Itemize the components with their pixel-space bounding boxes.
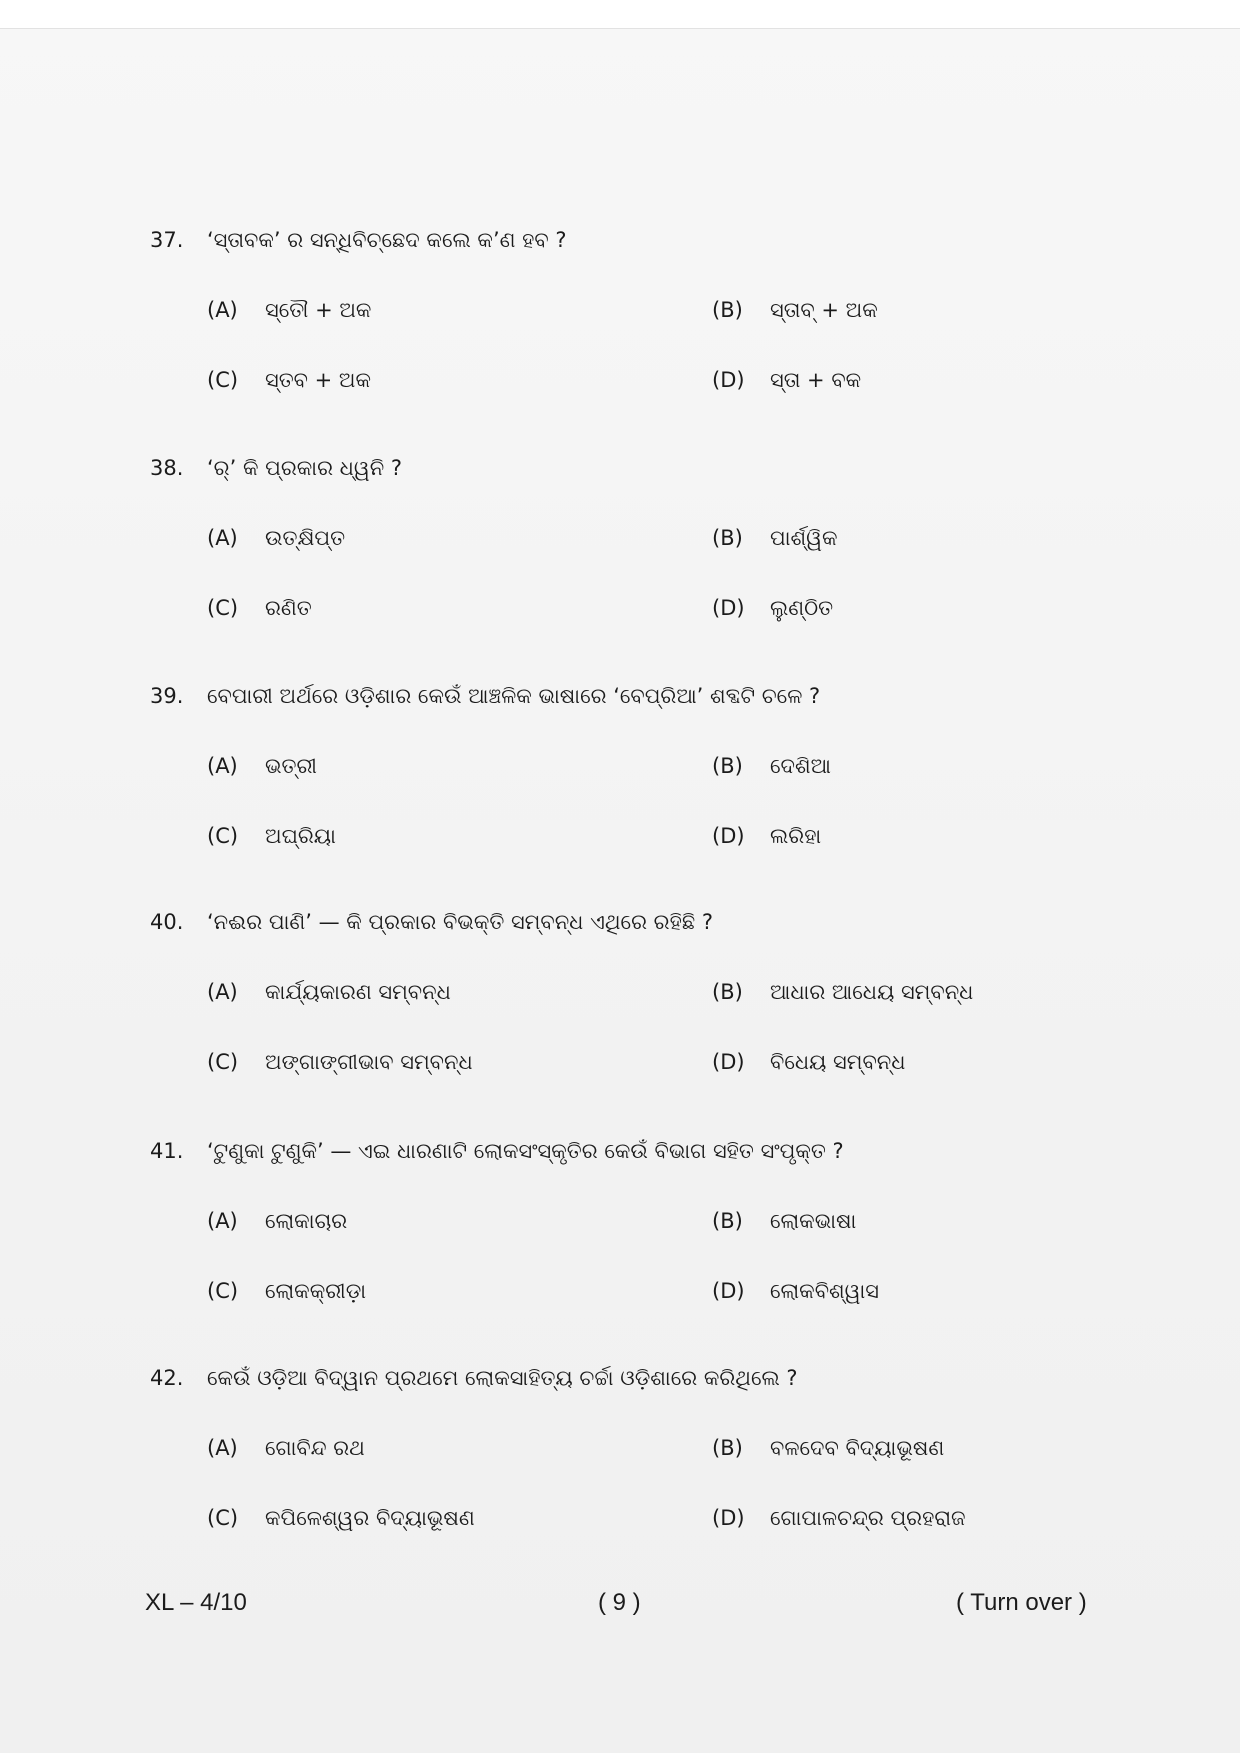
- option-letter: (B): [712, 1209, 743, 1233]
- turn-over-note: ( Turn over ): [956, 1589, 1087, 1616]
- page-number: ( 9 ): [598, 1589, 641, 1616]
- question-text: କେଉଁ ଓଡ଼ିଆ ବିଦ୍ୱାନ ପ୍ରଥମେ ଲୋକସାହିତ୍ୟ ଚର୍ଚ୍ଚା ଓଡ଼ିଶାରେ କରିଥିଲେ ?: [207, 1366, 798, 1390]
- question-38: [150, 448, 1150, 628]
- question-number: 38.: [150, 456, 184, 480]
- option-text: କାର୍ଯ୍ୟକାରଣ ସମ୍ବନ୍ଧ: [265, 980, 451, 1004]
- question-37: [150, 220, 1150, 400]
- option-letter: (D): [712, 1050, 745, 1074]
- option-letter: (A): [207, 980, 238, 1004]
- option-letter: (D): [712, 824, 745, 848]
- option-letter: (A): [207, 298, 238, 322]
- option-text: ଲୁଣ୍ଠିତ: [770, 596, 834, 620]
- option-text: କପିଳେଶ୍ୱର ବିଦ୍ୟାଭୂଷଣ: [265, 1506, 475, 1530]
- option-text: ସ୍ତୌ + ଅକ: [265, 298, 372, 322]
- question-42: [150, 1358, 1150, 1538]
- option-text: ଲୋକବିଶ୍ୱାସ: [770, 1279, 879, 1303]
- option-text: ବଳଦେବ ବିଦ୍ୟାଭୂଷଣ: [770, 1436, 945, 1460]
- option-text: ଅଙ୍ଗାଙ୍ଗୀଭାବ ସମ୍ବନ୍ଧ: [265, 1050, 473, 1074]
- option-d: [712, 360, 861, 400]
- option-c: [207, 1498, 475, 1538]
- option-letter: (B): [712, 298, 743, 322]
- question-text: ‘ସ୍ତାବକ’ ର ସନ୍ଧିବିଚ୍ଛେଦ କଲେ କ’ଣ ହବ ?: [207, 228, 567, 252]
- option-text: ସ୍ତା + ବକ: [770, 368, 862, 392]
- option-letter: (B): [712, 526, 743, 550]
- option-letter: (A): [207, 1436, 238, 1460]
- option-text: ସ୍ତାବ୍ + ଅକ: [770, 298, 878, 322]
- question-text: ବେପାରୀ ଅର୍ଥରେ ଓଡ଼ିଶାର କେଉଁ ଆଞ୍ଚଳିକ ଭାଷାରେ ‘ବେପ୍ରିଆ’ ଶବ୍ଦଟି ଚଳେ ?: [207, 684, 821, 708]
- paper-code: XL – 4/10: [145, 1589, 247, 1616]
- option-b: [712, 1428, 944, 1468]
- option-d: [712, 1498, 966, 1538]
- option-b: [712, 746, 831, 786]
- option-d: [712, 588, 833, 628]
- option-b: [712, 518, 838, 558]
- option-b: [712, 972, 973, 1012]
- question-number: 39.: [150, 684, 184, 708]
- option-letter: (B): [712, 754, 743, 778]
- option-text: ଗୋବିନ୍ଦ ରଥ: [265, 1436, 365, 1460]
- option-b: [712, 1201, 856, 1241]
- page-top-edge: [0, 0, 1240, 29]
- question-text: ‘ନଈର ପାଣି’ — କି ପ୍ରକାର ବିଭକ୍ତି ସମ୍ବନ୍ଧ ଏଥିରେ ରହିଛି ?: [207, 910, 713, 934]
- option-c: [207, 1042, 473, 1082]
- option-b: [712, 290, 878, 330]
- question-40: [150, 902, 1150, 1082]
- option-c: [207, 588, 312, 628]
- option-letter: (C): [207, 368, 239, 392]
- option-a: [207, 1201, 347, 1241]
- option-text: ରଣିତ: [265, 596, 312, 620]
- option-d: [712, 1271, 879, 1311]
- option-text: ସ୍ତବ + ଅକ: [265, 368, 372, 392]
- question-number: 42.: [150, 1366, 184, 1390]
- question-text: ‘ଟୁଣୁକା ଟୁଣୁକି’ — ଏଇ ଧାରଣାଟି ଲୋକସଂସ୍କୃତିର କେଉଁ ବିଭାଗ ସହିତ ସଂପୃକ୍ତ ?: [207, 1139, 844, 1163]
- option-letter: (C): [207, 1279, 239, 1303]
- option-d: [712, 816, 821, 856]
- option-text: ଗୋପାଳଚନ୍ଦ୍ର ପ୍ରହରାଜ: [770, 1506, 966, 1530]
- option-letter: (A): [207, 526, 238, 550]
- option-letter: (D): [712, 368, 745, 392]
- question-39: [150, 676, 1150, 856]
- option-text: ପାର୍ଶ୍ୱିକ: [770, 526, 838, 550]
- option-text: ଭତ୍ରୀ: [265, 754, 317, 778]
- option-text: ଲରିହା: [770, 824, 822, 848]
- option-c: [207, 1271, 366, 1311]
- option-letter: (C): [207, 1050, 239, 1074]
- option-text: ଲୋକାଚାର: [265, 1209, 348, 1233]
- option-letter: (A): [207, 1209, 238, 1233]
- option-text: ଉତ୍କ୍ଷିପ୍ତ: [265, 526, 346, 550]
- question-number: 41.: [150, 1139, 184, 1163]
- question-41: [150, 1131, 1150, 1311]
- option-letter: (D): [712, 1279, 745, 1303]
- option-a: [207, 1428, 365, 1468]
- option-text: ଦେଶିଆ: [770, 754, 831, 778]
- option-text: ଅଘ୍ରିୟା: [265, 824, 336, 848]
- question-number: 37.: [150, 228, 184, 252]
- option-a: [207, 746, 317, 786]
- option-letter: (D): [712, 1506, 745, 1530]
- option-letter: (B): [712, 980, 743, 1004]
- option-letter: (A): [207, 754, 238, 778]
- option-a: [207, 518, 345, 558]
- option-c: [207, 360, 371, 400]
- option-text: ଆଧାର ଆଧେୟ ସମ୍ବନ୍ଧ: [770, 980, 974, 1004]
- question-text: ‘ର୍’ କି ପ୍ରକାର ଧ୍ୱନି ?: [207, 456, 403, 480]
- option-letter: (B): [712, 1436, 743, 1460]
- option-d: [712, 1042, 905, 1082]
- option-a: [207, 290, 371, 330]
- option-c: [207, 816, 336, 856]
- option-letter: (C): [207, 824, 239, 848]
- option-letter: (C): [207, 1506, 239, 1530]
- option-letter: (C): [207, 596, 239, 620]
- option-text: ଲୋକଭାଷା: [770, 1209, 857, 1233]
- option-text: ଲୋକକ୍ରୀଡ଼ା: [265, 1279, 367, 1303]
- option-a: [207, 972, 451, 1012]
- option-letter: (D): [712, 596, 745, 620]
- option-text: ବିଧେୟ ସମ୍ବନ୍ଧ: [770, 1050, 906, 1074]
- question-number: 40.: [150, 910, 184, 934]
